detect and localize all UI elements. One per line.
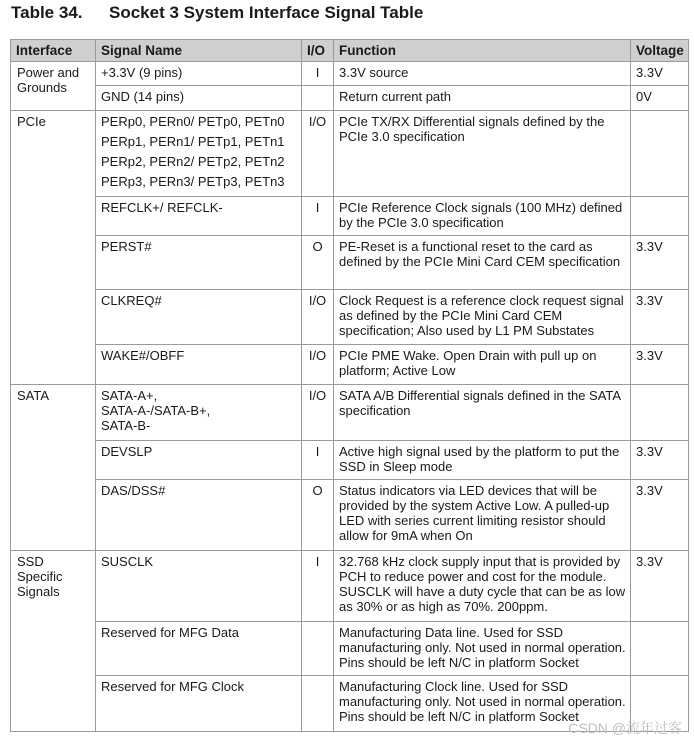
signal-line: SATA-B- bbox=[101, 418, 151, 434]
interface-power-and-grounds: Power and Grounds bbox=[11, 62, 96, 111]
voltage-value bbox=[631, 110, 689, 197]
table-row bbox=[11, 86, 689, 110]
signal-name: +3.3V (9 pins) bbox=[96, 62, 302, 86]
voltage-value: 3.3V bbox=[631, 290, 689, 345]
voltage-value bbox=[631, 385, 689, 441]
function-text: PCIe TX/RX Differential signals defined by the PCIe 3.0 specification bbox=[334, 110, 631, 197]
signal-name: PERST# bbox=[96, 235, 302, 290]
io-direction: I/O bbox=[302, 344, 334, 384]
table-row bbox=[11, 551, 689, 622]
io-direction: I/O bbox=[302, 110, 334, 197]
signal-name: SUSCLK bbox=[96, 551, 302, 622]
table-row bbox=[11, 290, 689, 345]
signal-line: PERp2, PERn2/ PETp2, PETn2 bbox=[101, 153, 285, 169]
io-direction bbox=[302, 86, 334, 110]
signal-name: Reserved for MFG Data bbox=[96, 621, 302, 676]
voltage-value: 3.3V bbox=[631, 440, 689, 479]
signal-name: GND (14 pins) bbox=[96, 86, 302, 110]
signal-name: CLKREQ# bbox=[96, 290, 302, 345]
header-function: Function bbox=[334, 40, 631, 62]
io-direction: I bbox=[302, 62, 334, 86]
signal-name: WAKE#/OBFF bbox=[96, 344, 302, 384]
function-text: Manufacturing Data line. Used for SSD manufacturing only. Not used in normal operation. Pins should be left N/C in platform Socket bbox=[334, 621, 631, 676]
function-text: PCIe PME Wake. Open Drain with pull up on platform; Active Low bbox=[334, 344, 631, 384]
function-text: Clock Request is a reference clock request signal as defined by the PCIe Mini Card CEM specification; Also used by L1 PM Substates bbox=[334, 290, 631, 345]
header-row bbox=[11, 40, 689, 62]
function-text: Active high signal used by the platform to put the SSD in Sleep mode bbox=[334, 440, 631, 479]
io-direction: I bbox=[302, 551, 334, 622]
interface-ssd-specific-signals: SSD Specific Signals bbox=[11, 551, 96, 732]
voltage-value: 3.3V bbox=[631, 551, 689, 622]
signal-name: REFCLK+/ REFCLK- bbox=[96, 197, 302, 235]
table-row bbox=[11, 110, 689, 197]
table-row bbox=[11, 621, 689, 676]
header-io: I/O bbox=[302, 40, 334, 62]
table-row bbox=[11, 62, 689, 86]
signal-name-list bbox=[96, 110, 302, 197]
io-direction bbox=[302, 621, 334, 676]
voltage-value bbox=[631, 621, 689, 676]
function-text: 32.768 kHz clock supply input that is provided by PCH to reduce power and cost for the module. SUSCLK will have a duty cycle that can be as low as 30% or as high as 70%. 200ppm. bbox=[334, 551, 631, 622]
header-voltage: Voltage bbox=[631, 40, 689, 62]
function-text: Status indicators via LED devices that will be provided by the system Active Low. A pulled-up LED with series current limiting resistor should allow for 9mA when On bbox=[334, 480, 631, 551]
table-row bbox=[11, 480, 689, 551]
voltage-value: 3.3V bbox=[631, 235, 689, 290]
signal-name-list bbox=[96, 385, 302, 441]
header-signal-name: Signal Name bbox=[96, 40, 302, 62]
table-row bbox=[11, 344, 689, 384]
table-row bbox=[11, 235, 689, 290]
io-direction: O bbox=[302, 235, 334, 290]
signal-line: PERp0, PERn0/ PETp0, PETn0 bbox=[101, 113, 285, 129]
table-row bbox=[11, 385, 689, 441]
io-direction: O bbox=[302, 480, 334, 551]
function-text: Manufacturing Clock line. Used for SSD manufacturing only. Not used in normal operation. Pins should be left N/C in platform Socket bbox=[334, 676, 631, 732]
interface-pcie: PCIe bbox=[11, 110, 96, 385]
signal-name: DAS/DSS# bbox=[96, 480, 302, 551]
voltage-value bbox=[631, 197, 689, 235]
io-direction: I bbox=[302, 440, 334, 479]
function-text: 3.3V source bbox=[334, 62, 631, 86]
voltage-value: 3.3V bbox=[631, 62, 689, 86]
io-direction: I/O bbox=[302, 385, 334, 441]
signal-name: DEVSLP bbox=[96, 440, 302, 479]
signal-line: SATA-A+, bbox=[101, 388, 158, 404]
header-interface: Interface bbox=[11, 40, 96, 62]
function-text: PE-Reset is a functional reset to the card as defined by the PCIe Mini Card CEM specification bbox=[334, 235, 631, 290]
function-text: Return current path bbox=[334, 86, 631, 110]
io-direction bbox=[302, 676, 334, 732]
signal-line: SATA-A-/SATA-B+, bbox=[101, 403, 211, 419]
voltage-value: 0V bbox=[631, 86, 689, 110]
table-row bbox=[11, 440, 689, 479]
function-text: PCIe Reference Clock signals (100 MHz) defined by the PCIe 3.0 specification bbox=[334, 197, 631, 235]
table-title: Socket 3 System Interface Signal Table bbox=[109, 3, 424, 22]
signal-name: Reserved for MFG Clock bbox=[96, 676, 302, 732]
io-direction: I/O bbox=[302, 290, 334, 345]
signal-line: PERp1, PERn1/ PETp1, PETn1 bbox=[101, 133, 285, 149]
table-number: Table 34. bbox=[11, 3, 83, 22]
voltage-value: 3.3V bbox=[631, 480, 689, 551]
signal-line: PERp3, PERn3/ PETp3, PETn3 bbox=[101, 173, 285, 189]
function-text: SATA A/B Differential signals defined in the SATA specification bbox=[334, 385, 631, 441]
voltage-value: 3.3V bbox=[631, 344, 689, 384]
watermark: CSDN @流年过客 bbox=[568, 720, 682, 736]
signal-table bbox=[10, 39, 689, 732]
table-row bbox=[11, 197, 689, 235]
io-direction: I bbox=[302, 197, 334, 235]
interface-sata: SATA bbox=[11, 385, 96, 551]
table-caption bbox=[11, 3, 423, 23]
